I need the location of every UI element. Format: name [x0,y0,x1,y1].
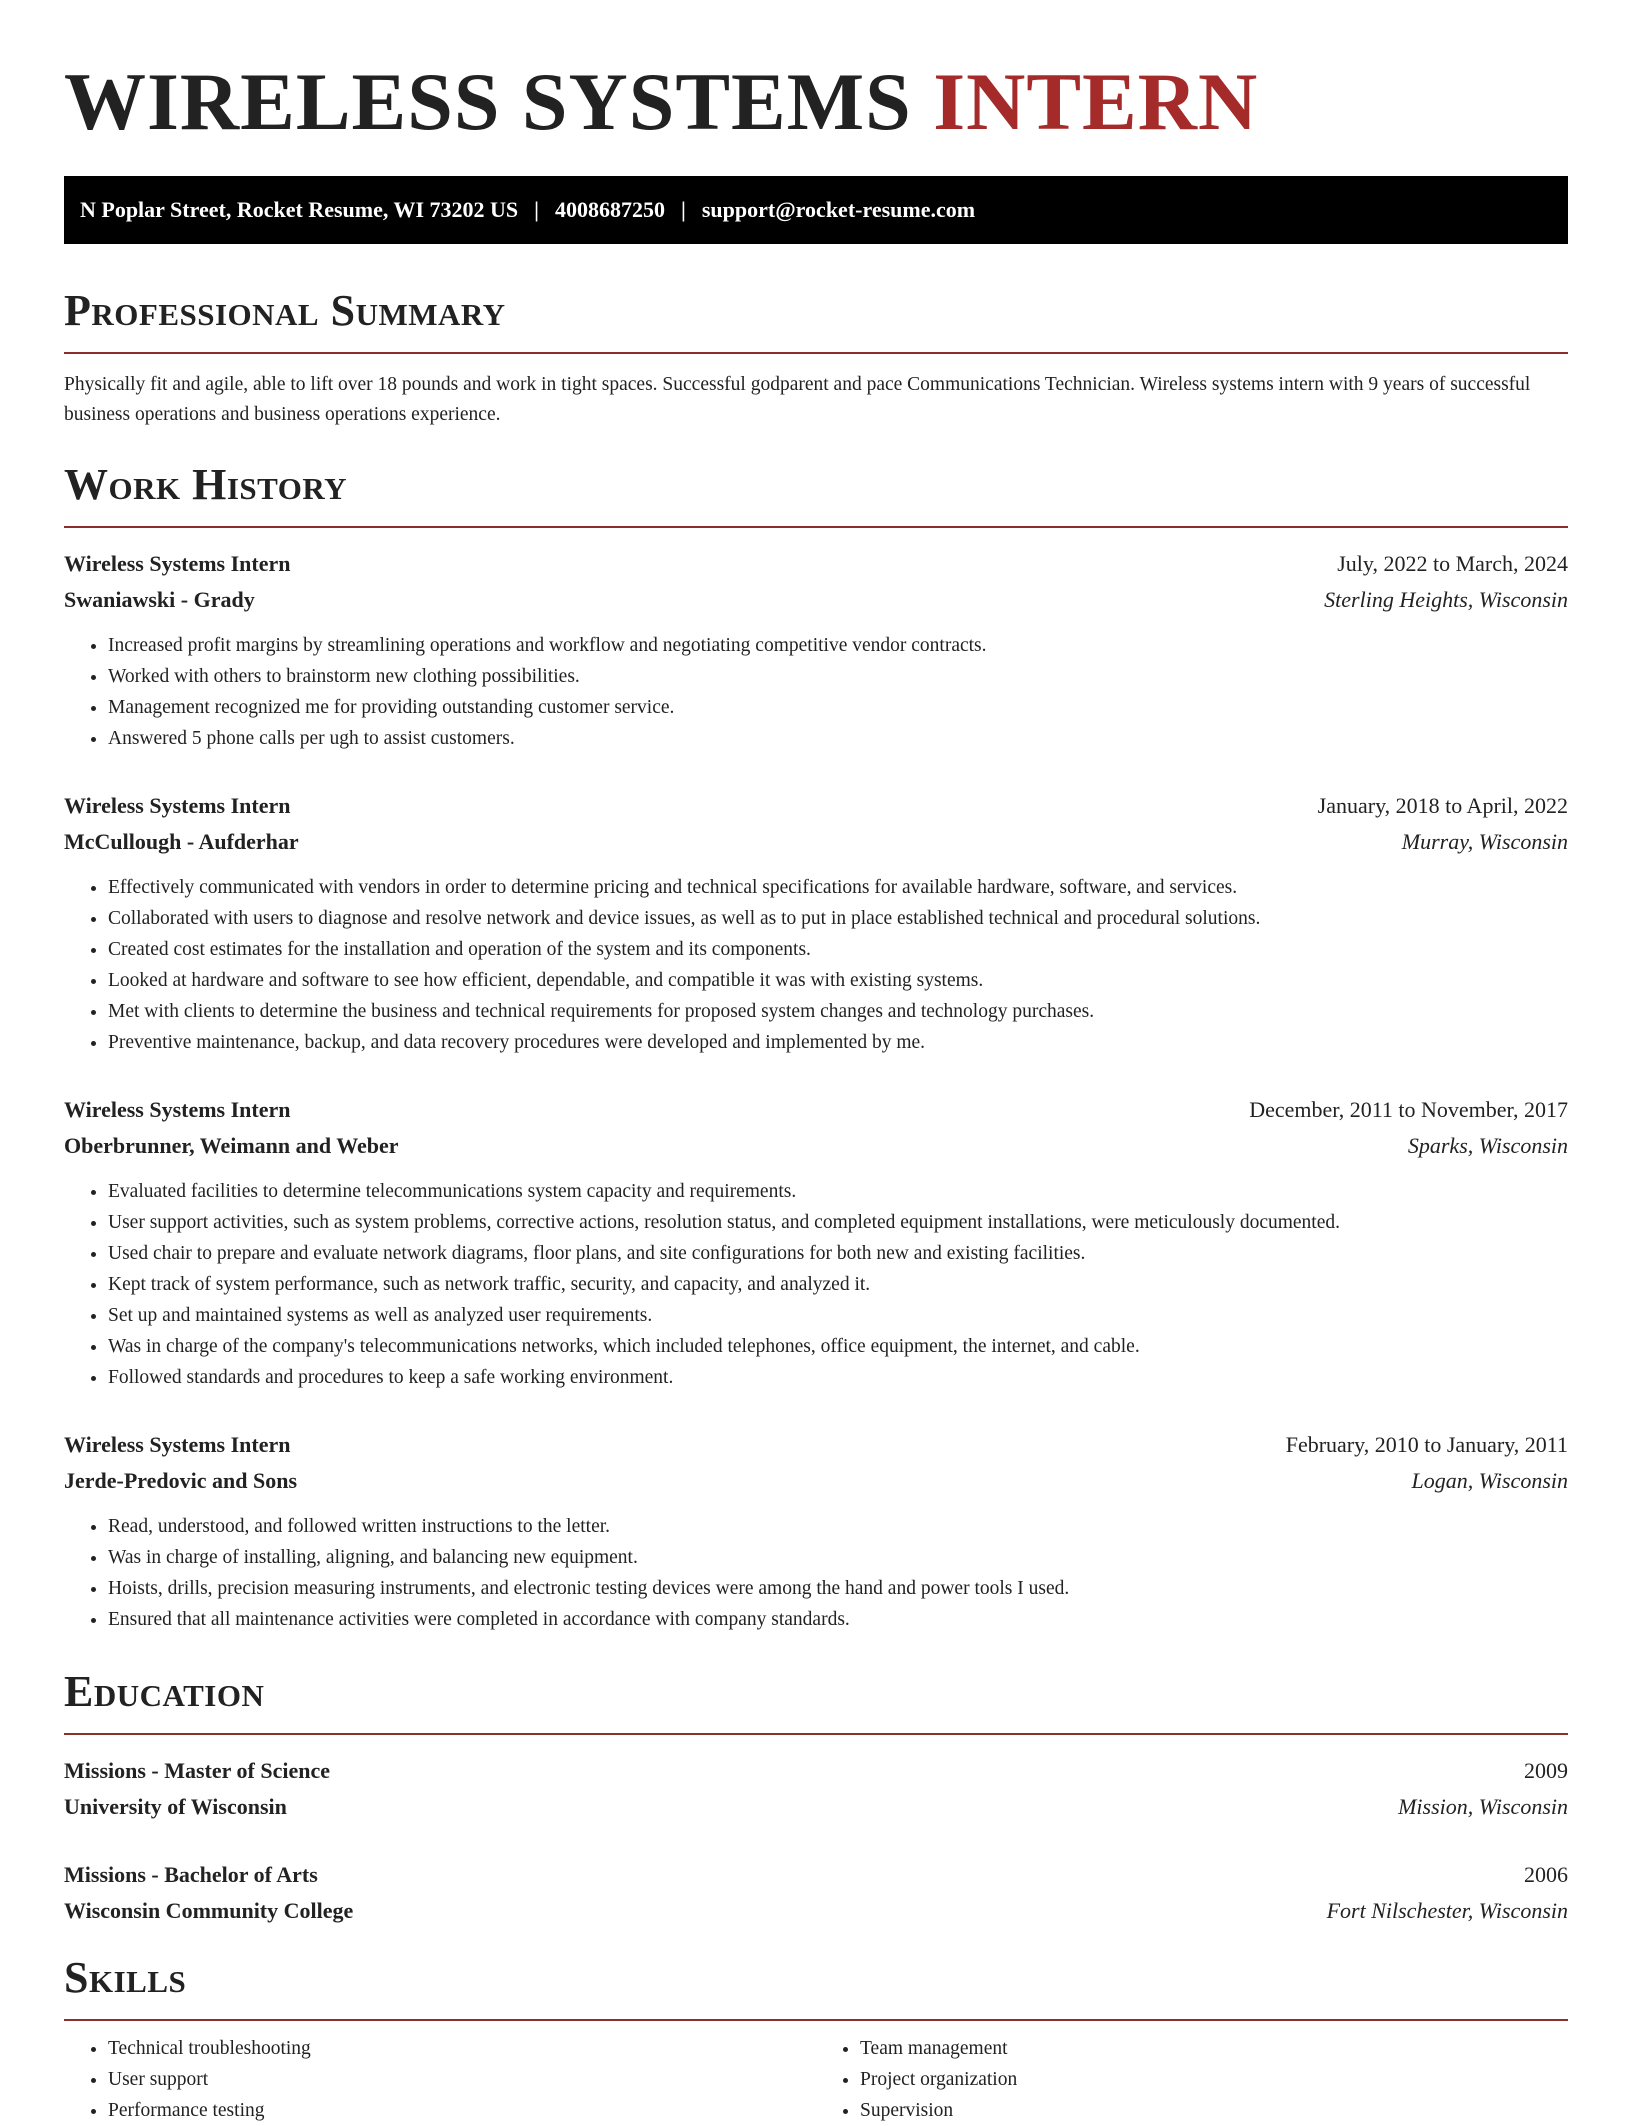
title-accent: INTERN [933,56,1259,147]
job-bullets [64,872,1568,1058]
education-degree: Missions - Bachelor of Arts [64,1862,318,1887]
skill-item: • User support [108,2064,816,2095]
contact-address: N Poplar Street, Rocket Resume, WI 73202 US [80,197,519,222]
job-bullet: • Answered 5 phone calls per ugh to assist customers. [108,723,1568,754]
resume-title [64,52,1568,152]
job-bullet: • Met with clients to determine the business and technical requirements for proposed system changes and technology purchases. [108,996,1568,1027]
job-header-row [64,546,1568,582]
education-school-row [64,1893,1568,1929]
job-entry [64,546,1568,754]
job-bullet: • Ensured that all maintenance activities were completed in accordance with company standards. [108,1604,1568,1635]
job-bullet: • Created cost estimates for the installation and operation of the system and its components. [108,934,1568,965]
job-title: Wireless Systems Intern [64,551,291,576]
job-company: Swaniawski - Grady [64,587,255,612]
job-bullet: • Read, understood, and followed written instructions to the letter. [108,1511,1568,1542]
job-bullet: • Was in charge of installing, aligning, and balancing new equipment. [108,1542,1568,1573]
job-bullets [64,630,1568,754]
job-bullet: • Management recognized me for providing outstanding customer service. [108,692,1568,723]
job-dates: July, 2022 to March, 2024 [1337,551,1568,576]
work-history-section [64,460,1568,1635]
skill-item: • Team management [860,2033,1568,2064]
contact-separator: | [534,197,539,222]
job-dates: February, 2010 to January, 2011 [1285,1432,1568,1457]
education-section [64,1667,1568,1929]
job-title: Wireless Systems Intern [64,793,291,818]
job-location: Logan, Wisconsin [1411,1468,1568,1493]
job-bullet: • Hoists, drills, precision measuring instruments, and electronic testing devices were among the hand and power tools I used. [108,1573,1568,1604]
job-company-row [64,582,1568,618]
contact-email: support@rocket-resume.com [701,197,976,222]
job-bullets [64,1176,1568,1393]
job-dates: January, 2018 to April, 2022 [1317,793,1568,818]
skill-item: • Performance testing [108,2095,816,2126]
education-degree-row [64,1753,1568,1789]
job-bullet: • Was in charge of the company's telecommunications networks, which included telephones, office equipment, the internet, and cable. [108,1331,1568,1362]
contact-phone: 4008687250 [555,197,665,222]
education-year: 2006 [1524,1862,1568,1887]
education-school: Wisconsin Community College [64,1898,354,1923]
job-bullets [64,1511,1568,1635]
job-entry [64,1427,1568,1635]
job-bullet: • Kept track of system performance, such as network traffic, security, and capacity, and analyzed it. [108,1269,1568,1300]
resume-page [64,0,1568,2126]
contact-bar [64,176,1568,244]
job-location: Murray, Wisconsin [1401,829,1568,854]
skill-item: • Technical troubleshooting [108,2033,816,2064]
education-entry [64,1753,1568,1825]
job-company: Oberbrunner, Weimann and Weber [64,1133,399,1158]
education-entry [64,1857,1568,1929]
education-year: 2009 [1524,1758,1568,1783]
summary-section [64,286,1568,430]
education-heading: Education [64,1667,1568,1735]
job-bullet: • Increased profit margins by streamlining operations and workflow and negotiating competitive vendor contracts. [108,630,1568,661]
title-main: WIRELESS SYSTEMS [64,56,912,147]
education-degree-row [64,1857,1568,1893]
education-school-row [64,1789,1568,1825]
job-header-row [64,1427,1568,1463]
job-location: Sterling Heights, Wisconsin [1324,587,1568,612]
job-bullet: • User support activities, such as system problems, corrective actions, resolution status, and completed equipment installations, were meticulously documented. [108,1207,1568,1238]
job-entry [64,1092,1568,1393]
job-bullet: • Looked at hardware and software to see how efficient, dependable, and compatible it was with existing systems. [108,965,1568,996]
education-school: University of Wisconsin [64,1794,287,1819]
skills-heading: Skills [64,1953,1568,2021]
job-title: Wireless Systems Intern [64,1432,291,1457]
skills-column-right [816,2033,1568,2126]
job-company-row [64,1463,1568,1499]
skill-item: • Project organization [860,2064,1568,2095]
job-company-row [64,1128,1568,1164]
job-bullet: • Used chair to prepare and evaluate network diagrams, floor plans, and site configurations for both new and existing facilities. [108,1238,1568,1269]
skills-grid [64,2033,1568,2126]
job-entry [64,788,1568,1058]
skills-column-left [64,2033,816,2126]
job-bullet: • Evaluated facilities to determine telecommunications system capacity and requirements. [108,1176,1568,1207]
skill-item: • Supervision [860,2095,1568,2126]
job-company-row [64,824,1568,860]
job-header-row [64,788,1568,824]
job-dates: December, 2011 to November, 2017 [1249,1097,1568,1122]
summary-heading: Professional Summary [64,286,1568,354]
job-bullet: • Collaborated with users to diagnose and resolve network and device issues, as well as to put in place established technical and procedural solutions. [108,903,1568,934]
work-history-heading: Work History [64,460,1568,528]
job-company: Jerde-Predovic and Sons [64,1468,298,1493]
education-degree: Missions - Master of Science [64,1758,330,1783]
education-location: Mission, Wisconsin [1398,1794,1568,1819]
job-bullet: • Worked with others to brainstorm new clothing possibilities. [108,661,1568,692]
education-location: Fort Nilschester, Wisconsin [1326,1898,1568,1923]
summary-text: Physically fit and agile, able to lift over 18 pounds and work in tight spaces. Successful godparent and pace Communications Technician. Wireless systems intern with 9 years of successful business operations and business operations experience. [64,374,1531,425]
job-bullet: • Set up and maintained systems as well as analyzed user requirements. [108,1300,1568,1331]
job-location: Sparks, Wisconsin [1407,1133,1568,1158]
job-header-row [64,1092,1568,1128]
job-bullet: • Preventive maintenance, backup, and data recovery procedures were developed and implemented by me. [108,1027,1568,1058]
job-company: McCullough - Aufderhar [64,829,299,854]
contact-separator: | [681,197,686,222]
job-title: Wireless Systems Intern [64,1097,291,1122]
job-bullet: • Followed standards and procedures to keep a safe working environment. [108,1362,1568,1393]
job-bullet: • Effectively communicated with vendors in order to determine pricing and technical specifications for available hardware, software, and services. [108,872,1568,903]
skills-section [64,1953,1568,2126]
